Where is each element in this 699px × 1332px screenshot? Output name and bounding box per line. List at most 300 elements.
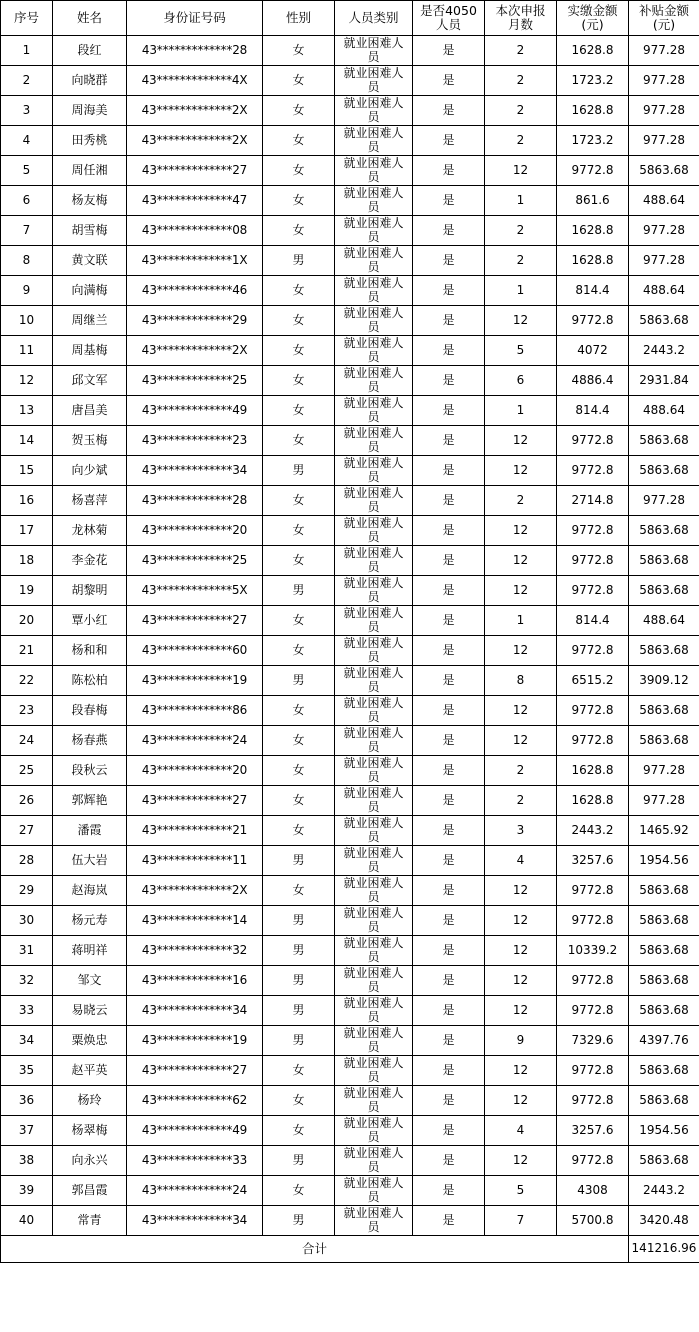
category-line-1: 就业困难人 bbox=[343, 1025, 404, 1040]
cell-index: 23 bbox=[1, 696, 53, 726]
cell-id-number: 43*************27 bbox=[127, 606, 263, 636]
cell-id-number: 43*************34 bbox=[127, 456, 263, 486]
cell-name: 周任湘 bbox=[53, 156, 127, 186]
cell-person-category bbox=[335, 816, 413, 846]
cell-index: 21 bbox=[1, 636, 53, 666]
cell-subsidy-amount: 3420.48 bbox=[629, 1206, 699, 1236]
cell-index: 10 bbox=[1, 306, 53, 336]
category-line-1: 就业困难人 bbox=[343, 995, 404, 1010]
category-line-2: 员 bbox=[367, 319, 380, 334]
cell-index: 40 bbox=[1, 1206, 53, 1236]
cell-id-number: 43*************20 bbox=[127, 516, 263, 546]
header-line-1: 本次申报 bbox=[495, 3, 546, 19]
cell-months: 12 bbox=[485, 636, 557, 666]
cell-index: 7 bbox=[1, 216, 53, 246]
cell-gender: 男 bbox=[263, 996, 335, 1026]
cell-name: 粟焕忠 bbox=[53, 1026, 127, 1056]
cell-person-category bbox=[335, 1146, 413, 1176]
cell-gender: 女 bbox=[263, 1056, 335, 1086]
category-line-1: 就业困难人 bbox=[343, 485, 404, 500]
cell-is-4050: 是 bbox=[413, 666, 485, 696]
category-line-2: 员 bbox=[367, 349, 380, 364]
cell-id-number: 43*************19 bbox=[127, 1026, 263, 1056]
cell-months: 12 bbox=[485, 156, 557, 186]
cell-name: 胡雪梅 bbox=[53, 216, 127, 246]
cell-gender: 女 bbox=[263, 126, 335, 156]
category-line-2: 员 bbox=[367, 739, 380, 754]
column-header-name: 姓名 bbox=[53, 1, 127, 36]
category-line-2: 员 bbox=[367, 889, 380, 904]
cell-gender: 女 bbox=[263, 516, 335, 546]
cell-is-4050: 是 bbox=[413, 336, 485, 366]
cell-months: 7 bbox=[485, 1206, 557, 1236]
cell-subsidy-amount: 5863.68 bbox=[629, 636, 699, 666]
cell-id-number: 43*************25 bbox=[127, 546, 263, 576]
cell-name: 邹文 bbox=[53, 966, 127, 996]
category-line-2: 员 bbox=[367, 199, 380, 214]
category-line-1: 就业困难人 bbox=[343, 515, 404, 530]
cell-is-4050: 是 bbox=[413, 576, 485, 606]
cell-index: 27 bbox=[1, 816, 53, 846]
cell-index: 16 bbox=[1, 486, 53, 516]
cell-months: 5 bbox=[485, 336, 557, 366]
cell-person-category bbox=[335, 606, 413, 636]
cell-paid-amount: 9772.8 bbox=[557, 426, 629, 456]
cell-subsidy-amount: 2931.84 bbox=[629, 366, 699, 396]
cell-index: 2 bbox=[1, 66, 53, 96]
category-line-1: 就业困难人 bbox=[343, 275, 404, 290]
table-row bbox=[1, 726, 699, 756]
cell-index: 1 bbox=[1, 36, 53, 66]
cell-paid-amount: 9772.8 bbox=[557, 876, 629, 906]
cell-paid-amount: 9772.8 bbox=[557, 1086, 629, 1116]
cell-id-number: 43*************27 bbox=[127, 156, 263, 186]
cell-gender: 女 bbox=[263, 426, 335, 456]
cell-months: 2 bbox=[485, 246, 557, 276]
cell-paid-amount: 4886.4 bbox=[557, 366, 629, 396]
cell-months: 2 bbox=[485, 756, 557, 786]
cell-person-category bbox=[335, 336, 413, 366]
table-row bbox=[1, 666, 699, 696]
cell-months: 1 bbox=[485, 186, 557, 216]
cell-person-category bbox=[335, 1176, 413, 1206]
cell-months: 12 bbox=[485, 936, 557, 966]
category-line-2: 员 bbox=[367, 649, 380, 664]
cell-subsidy-amount: 5863.68 bbox=[629, 936, 699, 966]
cell-person-category bbox=[335, 36, 413, 66]
cell-name: 向少斌 bbox=[53, 456, 127, 486]
cell-person-category bbox=[335, 876, 413, 906]
header-line-2: (元) bbox=[652, 17, 676, 32]
cell-paid-amount: 3257.6 bbox=[557, 846, 629, 876]
cell-is-4050: 是 bbox=[413, 276, 485, 306]
cell-person-category bbox=[335, 396, 413, 426]
category-line-1: 就业困难人 bbox=[343, 1145, 404, 1160]
cell-gender: 男 bbox=[263, 846, 335, 876]
table-row bbox=[1, 1056, 699, 1086]
cell-is-4050: 是 bbox=[413, 366, 485, 396]
cell-id-number: 43*************2X bbox=[127, 336, 263, 366]
cell-gender: 女 bbox=[263, 786, 335, 816]
cell-name: 杨友梅 bbox=[53, 186, 127, 216]
cell-index: 13 bbox=[1, 396, 53, 426]
table-row bbox=[1, 906, 699, 936]
cell-subsidy-amount: 1954.56 bbox=[629, 846, 699, 876]
cell-months: 1 bbox=[485, 606, 557, 636]
cell-index: 14 bbox=[1, 426, 53, 456]
cell-index: 6 bbox=[1, 186, 53, 216]
cell-paid-amount: 9772.8 bbox=[557, 546, 629, 576]
cell-name: 邱文军 bbox=[53, 366, 127, 396]
cell-name: 唐昌美 bbox=[53, 396, 127, 426]
cell-paid-amount: 5700.8 bbox=[557, 1206, 629, 1236]
column-header-gender: 性别 bbox=[263, 1, 335, 36]
category-line-1: 就业困难人 bbox=[343, 785, 404, 800]
category-line-1: 就业困难人 bbox=[343, 245, 404, 260]
table-row bbox=[1, 1176, 699, 1206]
cell-id-number: 43*************2X bbox=[127, 96, 263, 126]
cell-id-number: 43*************5X bbox=[127, 576, 263, 606]
cell-person-category bbox=[335, 306, 413, 336]
cell-paid-amount: 3257.6 bbox=[557, 1116, 629, 1146]
cell-person-category bbox=[335, 696, 413, 726]
cell-id-number: 43*************34 bbox=[127, 996, 263, 1026]
category-line-1: 就业困难人 bbox=[343, 755, 404, 770]
category-line-2: 员 bbox=[367, 619, 380, 634]
header-line-2: (元) bbox=[581, 17, 604, 32]
category-line-2: 员 bbox=[367, 1039, 380, 1054]
cell-months: 12 bbox=[485, 696, 557, 726]
cell-months: 12 bbox=[485, 906, 557, 936]
cell-index: 8 bbox=[1, 246, 53, 276]
cell-gender: 女 bbox=[263, 636, 335, 666]
cell-person-category bbox=[335, 276, 413, 306]
cell-is-4050: 是 bbox=[413, 396, 485, 426]
cell-id-number: 43*************47 bbox=[127, 186, 263, 216]
cell-months: 12 bbox=[485, 726, 557, 756]
cell-months: 4 bbox=[485, 846, 557, 876]
table-row bbox=[1, 1086, 699, 1116]
cell-index: 34 bbox=[1, 1026, 53, 1056]
table-row bbox=[1, 606, 699, 636]
cell-months: 12 bbox=[485, 1146, 557, 1176]
cell-subsidy-amount: 1954.56 bbox=[629, 1116, 699, 1146]
cell-name: 伍大岩 bbox=[53, 846, 127, 876]
cell-paid-amount: 861.6 bbox=[557, 186, 629, 216]
cell-name: 杨玲 bbox=[53, 1086, 127, 1116]
cell-person-category bbox=[335, 126, 413, 156]
table-footer bbox=[1, 1236, 699, 1263]
cell-months: 5 bbox=[485, 1176, 557, 1206]
table-row bbox=[1, 36, 699, 66]
cell-index: 29 bbox=[1, 876, 53, 906]
cell-subsidy-amount: 977.28 bbox=[629, 246, 699, 276]
cell-name: 杨和和 bbox=[53, 636, 127, 666]
cell-months: 2 bbox=[485, 126, 557, 156]
cell-subsidy-amount: 488.64 bbox=[629, 396, 699, 426]
cell-paid-amount: 9772.8 bbox=[557, 306, 629, 336]
cell-is-4050: 是 bbox=[413, 1206, 485, 1236]
cell-id-number: 43*************33 bbox=[127, 1146, 263, 1176]
cell-gender: 女 bbox=[263, 876, 335, 906]
table-row bbox=[1, 186, 699, 216]
cell-months: 2 bbox=[485, 786, 557, 816]
cell-id-number: 43*************25 bbox=[127, 366, 263, 396]
table-row bbox=[1, 216, 699, 246]
cell-id-number: 43*************4X bbox=[127, 66, 263, 96]
cell-months: 6 bbox=[485, 366, 557, 396]
cell-gender: 女 bbox=[263, 336, 335, 366]
cell-subsidy-amount: 1465.92 bbox=[629, 816, 699, 846]
cell-subsidy-amount: 5863.68 bbox=[629, 546, 699, 576]
cell-id-number: 43*************1X bbox=[127, 246, 263, 276]
cell-is-4050: 是 bbox=[413, 126, 485, 156]
cell-paid-amount: 1628.8 bbox=[557, 216, 629, 246]
cell-months: 12 bbox=[485, 1086, 557, 1116]
table-row bbox=[1, 306, 699, 336]
category-line-2: 员 bbox=[367, 259, 380, 274]
cell-subsidy-amount: 5863.68 bbox=[629, 1056, 699, 1086]
total-row bbox=[1, 1236, 699, 1263]
category-line-2: 员 bbox=[367, 769, 380, 784]
table-row bbox=[1, 426, 699, 456]
cell-id-number: 43*************24 bbox=[127, 726, 263, 756]
table-row bbox=[1, 756, 699, 786]
category-line-2: 员 bbox=[367, 709, 380, 724]
cell-is-4050: 是 bbox=[413, 906, 485, 936]
cell-person-category bbox=[335, 906, 413, 936]
cell-index: 3 bbox=[1, 96, 53, 126]
table-row bbox=[1, 696, 699, 726]
cell-gender: 女 bbox=[263, 186, 335, 216]
cell-name: 赵平英 bbox=[53, 1056, 127, 1086]
cell-gender: 女 bbox=[263, 486, 335, 516]
cell-gender: 女 bbox=[263, 216, 335, 246]
cell-gender: 女 bbox=[263, 156, 335, 186]
table-row bbox=[1, 1146, 699, 1176]
cell-paid-amount: 1723.2 bbox=[557, 66, 629, 96]
table-row bbox=[1, 546, 699, 576]
cell-paid-amount: 6515.2 bbox=[557, 666, 629, 696]
cell-paid-amount: 9772.8 bbox=[557, 966, 629, 996]
cell-name: 向永兴 bbox=[53, 1146, 127, 1176]
cell-index: 5 bbox=[1, 156, 53, 186]
cell-months: 2 bbox=[485, 66, 557, 96]
cell-index: 35 bbox=[1, 1056, 53, 1086]
cell-months: 12 bbox=[485, 546, 557, 576]
category-line-1: 就业困难人 bbox=[343, 545, 404, 560]
category-line-2: 员 bbox=[367, 559, 380, 574]
cell-id-number: 43*************29 bbox=[127, 306, 263, 336]
cell-id-number: 43*************27 bbox=[127, 1056, 263, 1086]
cell-subsidy-amount: 4397.76 bbox=[629, 1026, 699, 1056]
cell-subsidy-amount: 977.28 bbox=[629, 216, 699, 246]
cell-is-4050: 是 bbox=[413, 726, 485, 756]
category-line-2: 员 bbox=[367, 109, 380, 124]
cell-is-4050: 是 bbox=[413, 1086, 485, 1116]
table-row bbox=[1, 246, 699, 276]
cell-is-4050: 是 bbox=[413, 186, 485, 216]
cell-id-number: 43*************49 bbox=[127, 396, 263, 426]
cell-paid-amount: 1628.8 bbox=[557, 96, 629, 126]
cell-person-category bbox=[335, 576, 413, 606]
header-row bbox=[1, 1, 699, 36]
cell-person-category bbox=[335, 666, 413, 696]
category-line-2: 员 bbox=[367, 379, 380, 394]
cell-index: 38 bbox=[1, 1146, 53, 1176]
cell-index: 12 bbox=[1, 366, 53, 396]
category-line-2: 员 bbox=[367, 139, 380, 154]
column-header-id-number: 身份证号码 bbox=[127, 1, 263, 36]
cell-name: 向晓群 bbox=[53, 66, 127, 96]
cell-name: 常青 bbox=[53, 1206, 127, 1236]
cell-index: 36 bbox=[1, 1086, 53, 1116]
column-header-paid-amount bbox=[557, 1, 629, 36]
cell-gender: 女 bbox=[263, 1176, 335, 1206]
table-row bbox=[1, 576, 699, 606]
category-line-2: 员 bbox=[367, 919, 380, 934]
cell-gender: 男 bbox=[263, 1146, 335, 1176]
cell-name: 赵海岚 bbox=[53, 876, 127, 906]
cell-id-number: 43*************28 bbox=[127, 486, 263, 516]
cell-index: 37 bbox=[1, 1116, 53, 1146]
table-row bbox=[1, 276, 699, 306]
cell-subsidy-amount: 977.28 bbox=[629, 66, 699, 96]
cell-name: 覃小红 bbox=[53, 606, 127, 636]
cell-subsidy-amount: 5863.68 bbox=[629, 156, 699, 186]
cell-paid-amount: 9772.8 bbox=[557, 906, 629, 936]
cell-is-4050: 是 bbox=[413, 486, 485, 516]
cell-index: 17 bbox=[1, 516, 53, 546]
cell-is-4050: 是 bbox=[413, 216, 485, 246]
cell-id-number: 43*************60 bbox=[127, 636, 263, 666]
cell-is-4050: 是 bbox=[413, 636, 485, 666]
category-line-2: 员 bbox=[367, 439, 380, 454]
cell-gender: 男 bbox=[263, 1206, 335, 1236]
cell-gender: 男 bbox=[263, 666, 335, 696]
cell-paid-amount: 814.4 bbox=[557, 396, 629, 426]
cell-paid-amount: 9772.8 bbox=[557, 576, 629, 606]
table-row bbox=[1, 486, 699, 516]
cell-gender: 女 bbox=[263, 36, 335, 66]
cell-subsidy-amount: 977.28 bbox=[629, 756, 699, 786]
cell-gender: 男 bbox=[263, 966, 335, 996]
cell-index: 4 bbox=[1, 126, 53, 156]
cell-is-4050: 是 bbox=[413, 96, 485, 126]
cell-id-number: 43*************24 bbox=[127, 1176, 263, 1206]
cell-paid-amount: 9772.8 bbox=[557, 996, 629, 1026]
cell-person-category bbox=[335, 1026, 413, 1056]
cell-subsidy-amount: 5863.68 bbox=[629, 726, 699, 756]
category-line-2: 员 bbox=[367, 169, 380, 184]
cell-person-category bbox=[335, 756, 413, 786]
category-line-2: 员 bbox=[367, 409, 380, 424]
cell-index: 9 bbox=[1, 276, 53, 306]
cell-gender: 男 bbox=[263, 936, 335, 966]
cell-name: 龙林菊 bbox=[53, 516, 127, 546]
cell-index: 31 bbox=[1, 936, 53, 966]
category-line-2: 员 bbox=[367, 529, 380, 544]
cell-is-4050: 是 bbox=[413, 966, 485, 996]
cell-paid-amount: 9772.8 bbox=[557, 1056, 629, 1086]
cell-name: 向满梅 bbox=[53, 276, 127, 306]
cell-months: 12 bbox=[485, 576, 557, 606]
cell-paid-amount: 9772.8 bbox=[557, 636, 629, 666]
cell-months: 12 bbox=[485, 996, 557, 1026]
category-line-2: 员 bbox=[367, 799, 380, 814]
category-line-2: 员 bbox=[367, 949, 380, 964]
category-line-1: 就业困难人 bbox=[343, 155, 404, 170]
category-line-2: 员 bbox=[367, 1099, 380, 1114]
cell-gender: 女 bbox=[263, 606, 335, 636]
cell-months: 2 bbox=[485, 36, 557, 66]
cell-person-category bbox=[335, 966, 413, 996]
cell-gender: 男 bbox=[263, 456, 335, 486]
cell-subsidy-amount: 5863.68 bbox=[629, 966, 699, 996]
cell-name: 陈松柏 bbox=[53, 666, 127, 696]
cell-name: 田秀桃 bbox=[53, 126, 127, 156]
category-line-1: 就业困难人 bbox=[343, 725, 404, 740]
cell-is-4050: 是 bbox=[413, 876, 485, 906]
cell-name: 段秋云 bbox=[53, 756, 127, 786]
cell-person-category bbox=[335, 246, 413, 276]
cell-person-category bbox=[335, 786, 413, 816]
cell-subsidy-amount: 977.28 bbox=[629, 786, 699, 816]
category-line-1: 就业困难人 bbox=[343, 305, 404, 320]
cell-person-category bbox=[335, 1056, 413, 1086]
cell-index: 28 bbox=[1, 846, 53, 876]
cell-name: 杨喜萍 bbox=[53, 486, 127, 516]
cell-is-4050: 是 bbox=[413, 426, 485, 456]
cell-index: 25 bbox=[1, 756, 53, 786]
category-line-1: 就业困难人 bbox=[343, 665, 404, 680]
cell-person-category bbox=[335, 846, 413, 876]
cell-id-number: 43*************2X bbox=[127, 876, 263, 906]
cell-subsidy-amount: 5863.68 bbox=[629, 516, 699, 546]
cell-months: 12 bbox=[485, 306, 557, 336]
cell-gender: 男 bbox=[263, 246, 335, 276]
table-row bbox=[1, 996, 699, 1026]
category-line-2: 员 bbox=[367, 289, 380, 304]
cell-name: 杨翠梅 bbox=[53, 1116, 127, 1146]
cell-paid-amount: 10339.2 bbox=[557, 936, 629, 966]
table-row bbox=[1, 936, 699, 966]
cell-index: 19 bbox=[1, 576, 53, 606]
category-line-1: 就业困难人 bbox=[343, 575, 404, 590]
cell-name: 杨春燕 bbox=[53, 726, 127, 756]
cell-is-4050: 是 bbox=[413, 936, 485, 966]
cell-paid-amount: 7329.6 bbox=[557, 1026, 629, 1056]
cell-gender: 女 bbox=[263, 366, 335, 396]
cell-gender: 男 bbox=[263, 576, 335, 606]
cell-name: 郭辉艳 bbox=[53, 786, 127, 816]
cell-months: 1 bbox=[485, 396, 557, 426]
cell-gender: 女 bbox=[263, 1116, 335, 1146]
cell-name: 段红 bbox=[53, 36, 127, 66]
cell-id-number: 43*************86 bbox=[127, 696, 263, 726]
table-body bbox=[1, 36, 699, 1236]
category-line-2: 员 bbox=[367, 469, 380, 484]
cell-is-4050: 是 bbox=[413, 306, 485, 336]
cell-months: 9 bbox=[485, 1026, 557, 1056]
cell-name: 杨元寿 bbox=[53, 906, 127, 936]
cell-is-4050: 是 bbox=[413, 1056, 485, 1086]
cell-subsidy-amount: 3909.12 bbox=[629, 666, 699, 696]
cell-name: 黄文联 bbox=[53, 246, 127, 276]
cell-person-category bbox=[335, 726, 413, 756]
cell-subsidy-amount: 5863.68 bbox=[629, 906, 699, 936]
cell-paid-amount: 4308 bbox=[557, 1176, 629, 1206]
